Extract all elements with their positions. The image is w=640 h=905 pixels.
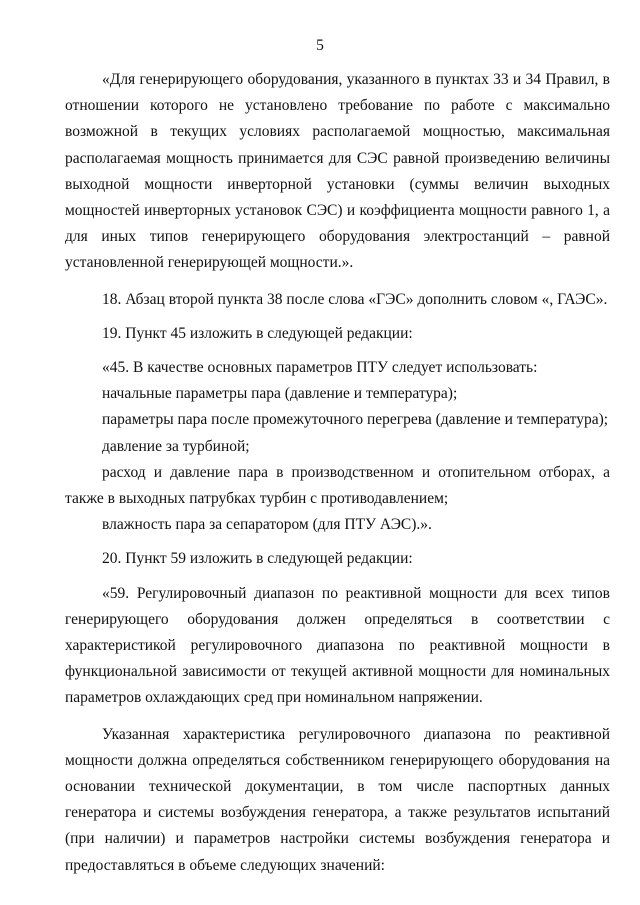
paragraph-item-45-intro: «45. В качестве основных параметров ПТУ следует использовать: (102, 359, 538, 377)
paragraph-steam-moisture: влажность пара за сепаратором (для ПТУ АЭС).». (102, 516, 432, 534)
paragraph-initial-steam-params: начальные параметры пара (давление и температура); (102, 385, 458, 403)
paragraph-characteristic-definition: Указанная характеристика регулировочного диапазона по реактивной мощности должна определяться собственником генерирующего оборудования на основании технической документации, в том числе паспортных данных генератора и системы возбуждения генератора, а также результатов испытаний (при наличии) и параметров настройки системы возбуждения генератора и предоставляться в объеме следующих значений: (65, 725, 610, 874)
document-body (65, 67, 610, 879)
paragraph-quote-generation-capacity: «Для генерирующего оборудования, указанного в пунктах 33 и 34 Правил, в отношении которого не установлено требование по работе с максимально возможной в текущих условиях располагаемой мощностью, максимальная располагаемая мощность принимается для СЭС равной произведению величины выходной мощности инверторной установки (суммы величин выходных мощностей инверторных установок СЭС) и коэффициента мощности равного 1, а для иных типов генерирующего оборудования электростанций – равной установленной генерирующей мощности.». (65, 71, 610, 272)
paragraph-reheat-steam-params: параметры пара после промежуточного перегрева (давление и температура); (102, 411, 609, 429)
paragraph-item-59: «59. Регулировочный диапазон по реактивной мощности для всех типов генерирующего оборудования должен определяться в соответствии с характеристикой регулировочного диапазона по реактивной мощности в функциональной зависимости от текущей активной мощности для номинальных параметров охлаждающих сред при номинальном напряжении. (65, 584, 610, 707)
paragraph-item-18: 18. Абзац второй пункта 38 после слова «ГЭС» дополнить словом «, ГАЭС». (102, 290, 608, 308)
page-number: 5 (316, 37, 324, 54)
paragraph-item-20: 20. Пункт 59 изложить в следующей редакции: (102, 550, 413, 568)
paragraph-item-19: 19. Пункт 45 изложить в следующей редакции: (102, 324, 413, 342)
paragraph-turbine-backpressure: давление за турбиной; (102, 437, 250, 455)
paragraph-extraction-steam: расход и давление пара в производственном и отопительном отборах, а также в выходных патрубках турбин с противодавлением; (65, 463, 610, 508)
